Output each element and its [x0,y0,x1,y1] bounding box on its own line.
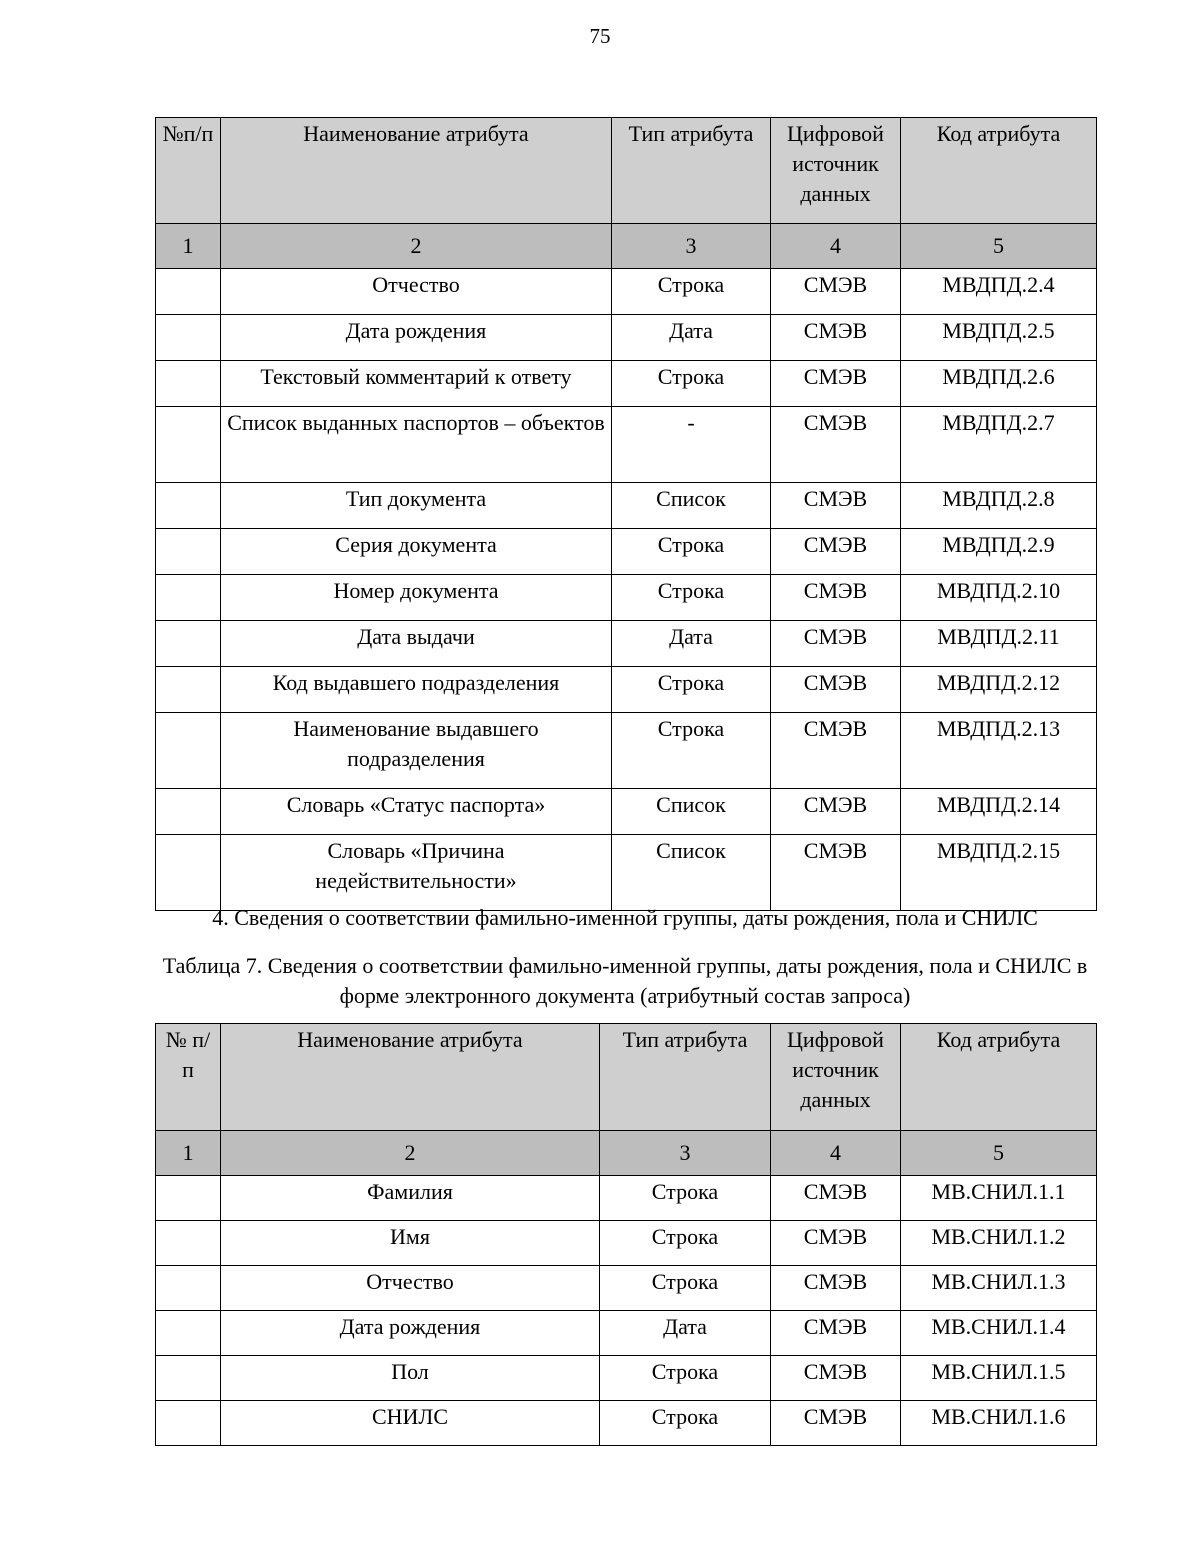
cell-attribute-type: Строка [612,575,771,621]
cell-data-source: СМЭВ [771,1221,901,1266]
cell-number [156,483,221,529]
cell-data-source: СМЭВ [771,315,901,361]
column-number: 3 [600,1131,771,1176]
cell-data-source: СМЭВ [771,789,901,835]
header-cell-code: Код атрибута [901,118,1097,224]
cell-number [156,667,221,713]
table-row [156,361,1097,407]
cell-attribute-type: Строка [612,667,771,713]
cell-data-source: СМЭВ [771,667,901,713]
cell-number [156,269,221,315]
cell-attribute-name: Список выданных паспортов – объектов [221,407,612,483]
cell-attribute-type: Список [612,835,771,911]
cell-attribute-name: СНИЛС [221,1401,600,1446]
table-row [156,621,1097,667]
cell-attribute-type: Список [612,483,771,529]
column-number: 5 [901,1131,1097,1176]
column-number: 2 [221,224,612,269]
cell-data-source: СМЭВ [771,1311,901,1356]
table-row [156,789,1097,835]
cell-attribute-code: МВДПД.2.11 [901,621,1097,667]
cell-number [156,315,221,361]
cell-attribute-name: Тип документа [221,483,612,529]
cell-attribute-type: Строка [600,1221,771,1266]
cell-number [156,835,221,911]
header-cell-source: Цифровой источник данных [771,118,901,224]
cell-attribute-type: Строка [600,1356,771,1401]
cell-attribute-name: Имя [221,1221,600,1266]
cell-data-source: СМЭВ [771,407,901,483]
cell-number [156,1221,221,1266]
cell-attribute-code: МВДПД.2.12 [901,667,1097,713]
header-cell-name: Наименование атрибута [221,1024,600,1131]
attributes-table-snils [155,1023,1097,1446]
cell-attribute-type: Список [612,789,771,835]
table-row [156,1176,1097,1221]
cell-data-source: СМЭВ [771,575,901,621]
cell-number [156,1176,221,1221]
cell-data-source: СМЭВ [771,361,901,407]
header-cell-code: Код атрибута [901,1024,1097,1131]
column-number: 1 [156,224,221,269]
header-cell-type: Тип атрибута [600,1024,771,1131]
cell-attribute-name: Код выдавшего подразделения [221,667,612,713]
cell-attribute-name: Словарь «Причина недействительности» [221,835,612,911]
column-number: 4 [771,1131,901,1176]
column-number: 5 [901,224,1097,269]
cell-attribute-type: Строка [600,1266,771,1311]
cell-attribute-name: Фамилия [221,1176,600,1221]
cell-attribute-type: - [612,407,771,483]
column-number-row [156,1131,1097,1176]
cell-attribute-type: Строка [612,361,771,407]
cell-attribute-type: Дата [600,1311,771,1356]
cell-attribute-code: МВ.СНИЛ.1.2 [901,1221,1097,1266]
cell-attribute-name: Номер документа [221,575,612,621]
column-number: 3 [612,224,771,269]
cell-attribute-name: Пол [221,1356,600,1401]
table-row [156,407,1097,483]
cell-number [156,1311,221,1356]
cell-data-source: СМЭВ [771,1356,901,1401]
page-number: 75 [589,24,611,48]
cell-data-source: СМЭВ [771,529,901,575]
cell-number [156,789,221,835]
cell-attribute-code: МВ.СНИЛ.1.6 [901,1401,1097,1446]
cell-attribute-code: МВДПД.2.5 [901,315,1097,361]
cell-data-source: СМЭВ [771,1401,901,1446]
table-row [156,483,1097,529]
cell-attribute-type: Строка [600,1401,771,1446]
header-cell-name: Наименование атрибута [221,118,612,224]
cell-number [156,529,221,575]
cell-number [156,621,221,667]
attributes-table-passport [155,117,1097,911]
cell-attribute-type: Дата [612,621,771,667]
table-row [156,1356,1097,1401]
cell-attribute-code: МВДПД.2.14 [901,789,1097,835]
cell-attribute-name: Словарь «Статус паспорта» [221,789,612,835]
column-number-row [156,224,1097,269]
table-row [156,315,1097,361]
header-cell-number: № п/п [156,1024,221,1131]
table-row [156,1311,1097,1356]
cell-attribute-code: МВ.СНИЛ.1.4 [901,1311,1097,1356]
header-cell-type: Тип атрибута [612,118,771,224]
cell-attribute-name: Дата рождения [221,315,612,361]
column-number: 4 [771,224,901,269]
column-number: 1 [156,1131,221,1176]
cell-attribute-name: Отчество [221,1266,600,1311]
table-row [156,575,1097,621]
table-row [156,1266,1097,1311]
cell-data-source: СМЭВ [771,713,901,789]
cell-number [156,361,221,407]
cell-attribute-name: Наименование выдавшего подразделения [221,713,612,789]
cell-attribute-type: Строка [612,713,771,789]
section-heading: 4. Сведения о соответствии фамильно-именной группы, даты рождения, пола и СНИЛС [212,905,1038,930]
table-row [156,1221,1097,1266]
header-cell-number: №п/п [156,118,221,224]
cell-number [156,575,221,621]
cell-data-source: СМЭВ [771,1266,901,1311]
cell-data-source: СМЭВ [771,621,901,667]
table-row [156,835,1097,911]
cell-attribute-name: Текстовый комментарий к ответу [221,361,612,407]
cell-attribute-type: Строка [600,1176,771,1221]
cell-attribute-code: МВДПД.2.8 [901,483,1097,529]
table-row [156,269,1097,315]
cell-data-source: СМЭВ [771,269,901,315]
cell-attribute-code: МВДПД.2.15 [901,835,1097,911]
cell-number [156,713,221,789]
column-number: 2 [221,1131,600,1176]
cell-attribute-code: МВДПД.2.13 [901,713,1097,789]
cell-attribute-name: Серия документа [221,529,612,575]
table-row [156,667,1097,713]
cell-attribute-name: Дата рождения [221,1311,600,1356]
cell-number [156,1266,221,1311]
table-row [156,529,1097,575]
cell-number [156,407,221,483]
cell-attribute-name: Отчество [221,269,612,315]
cell-number [156,1401,221,1446]
cell-data-source: СМЭВ [771,483,901,529]
cell-attribute-name: Дата выдачи [221,621,612,667]
cell-attribute-code: МВДПД.2.7 [901,407,1097,483]
table-row [156,1401,1097,1446]
cell-attribute-code: МВДПД.2.10 [901,575,1097,621]
cell-attribute-type: Строка [612,269,771,315]
cell-attribute-code: МВ.СНИЛ.1.5 [901,1356,1097,1401]
cell-attribute-code: МВДПД.2.9 [901,529,1097,575]
cell-attribute-code: МВДПД.2.4 [901,269,1097,315]
cell-attribute-type: Дата [612,315,771,361]
cell-attribute-code: МВДПД.2.6 [901,361,1097,407]
table-caption: Таблица 7. Сведения о соответствии фамильно-именной группы, даты рождения, пола и СНИЛС в форме электронного документа (атрибутный состав запроса) [162,953,1088,1008]
cell-attribute-code: МВ.СНИЛ.1.1 [901,1176,1097,1221]
table-row [156,713,1097,789]
table-header-row [156,118,1097,224]
cell-number [156,1356,221,1401]
table-header-row [156,1024,1097,1131]
header-cell-source: Цифровой источник данных [771,1024,901,1131]
cell-data-source: СМЭВ [771,835,901,911]
cell-data-source: СМЭВ [771,1176,901,1221]
cell-attribute-type: Строка [612,529,771,575]
cell-attribute-code: МВ.СНИЛ.1.3 [901,1266,1097,1311]
